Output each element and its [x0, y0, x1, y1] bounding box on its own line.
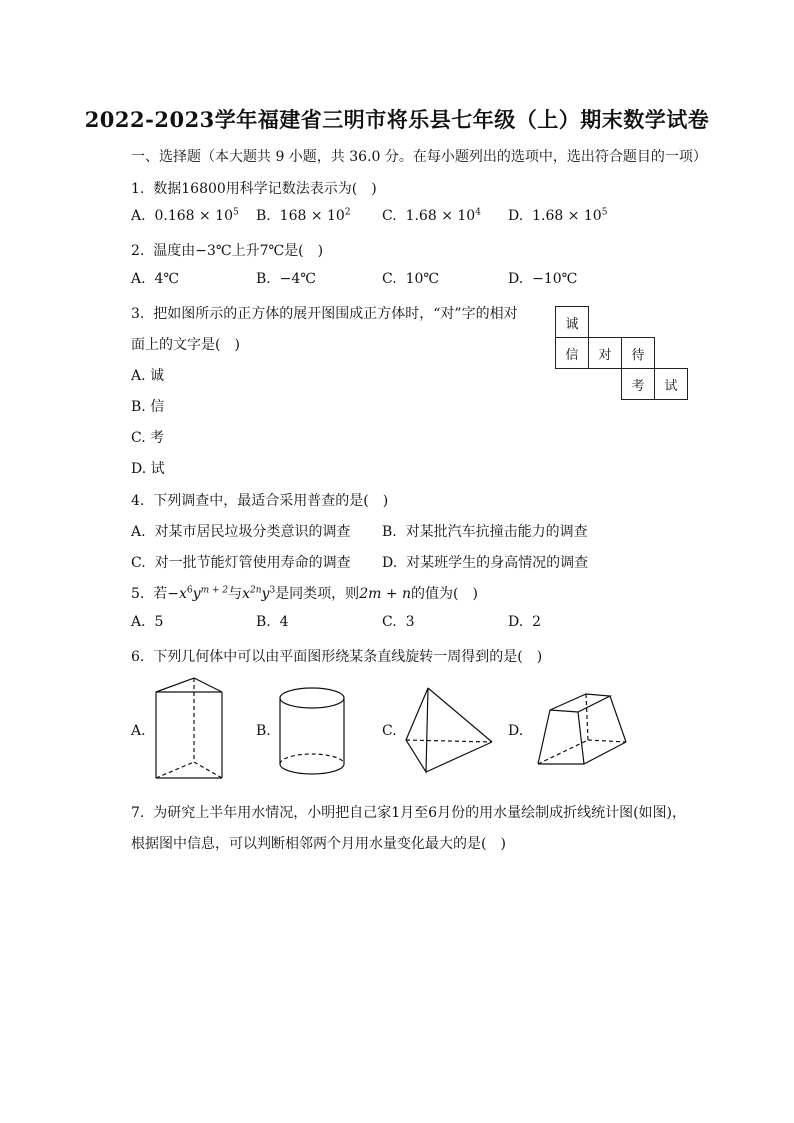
q4-option-d[interactable]: D. 对某班学生的身高情况的调查 — [382, 555, 589, 571]
page-title: 2022-2023学年福建省三明市将乐县七年级（上）期末数学试卷 — [84, 107, 710, 132]
question-4: 4. 下列调查中，最适合采用普查的是( ) — [131, 493, 389, 509]
q2-option-c[interactable]: C. 10℃ — [382, 271, 440, 287]
q3-option-b[interactable]: B. 信 — [131, 399, 165, 415]
q5-option-c[interactable]: C. 3 — [382, 614, 415, 630]
q1-option-d[interactable]: D. $1.68 \times 10^5$ — [508, 207, 608, 224]
net-cell: 试 — [655, 369, 688, 400]
question-3: 3. 把如图所示的正方体的展开图围成正方体时，“对”字的相对 — [131, 306, 518, 322]
question-6: 6. 下列几何体中可以由平面图形绕某条直线旋转一周得到的是( ) — [131, 649, 543, 665]
q4-option-b[interactable]: B. 对某批汽车抗撞击能力的调查 — [382, 524, 588, 540]
q6-option-a[interactable]: A. — [131, 723, 146, 739]
q6-option-d[interactable]: D. — [508, 723, 524, 739]
question-1: 1. 数据16800用科学记数法表示为( ) — [131, 181, 377, 197]
triangular-prism-figure — [150, 676, 230, 782]
q5-option-d[interactable]: D. 2 — [508, 614, 542, 630]
q2-option-b[interactable]: B. −4℃ — [256, 271, 316, 287]
q1-option-b[interactable]: B. $168 \times 10^2$ — [256, 207, 351, 224]
section-heading: 一、选择题（本大题共 9 小题，共 36.0 分。在每小题列出的选项中，选出符合题目的一项） — [131, 149, 707, 165]
q1-option-c[interactable]: C. $1.68 \times 10^4$ — [382, 207, 481, 224]
question-7: 7. 为研究上半年用水情况，小明把自己家1月至6月份的用水量绘制成折线统计图(如图)， — [131, 805, 687, 821]
q6-option-b[interactable]: B. — [256, 723, 271, 739]
net-cell: 信 — [556, 338, 589, 369]
q5-option-a[interactable]: A. 5 — [131, 614, 164, 630]
q4-option-a[interactable]: A. 对某市居民垃圾分类意识的调查 — [131, 524, 351, 540]
question-2: 2. 温度由−3℃上升7℃是( ) — [131, 243, 324, 259]
q6-option-c[interactable]: C. — [382, 723, 397, 739]
q3-option-d[interactable]: D. 试 — [131, 461, 165, 477]
net-cell: 待 — [622, 338, 655, 369]
q4-option-c[interactable]: C. 对一批节能灯管使用寿命的调查 — [131, 555, 351, 571]
q1-option-a[interactable]: A. $0.168 \times 10^5$ — [131, 207, 239, 224]
q5-option-b[interactable]: B. 4 — [256, 614, 289, 630]
question-5: 5. 若$-x^6y^{m + 2}$与$x^{2n}y^3$是同类项，则2m + n的值为( ) — [131, 585, 478, 602]
q2-option-d[interactable]: D. −10℃ — [508, 271, 578, 287]
cube-net-figure — [555, 306, 688, 400]
net-cell: 对 — [589, 338, 622, 369]
net-cell: 考 — [622, 369, 655, 400]
q3-option-c[interactable]: C. 考 — [131, 430, 165, 446]
q3-option-a[interactable]: A. 诚 — [131, 368, 165, 384]
tetrahedron-figure — [404, 684, 496, 776]
q2-option-a[interactable]: A. 4℃ — [131, 271, 180, 287]
net-cell: 诚 — [556, 307, 589, 338]
question-7-line2: 根据图中信息，可以判断相邻两个月用水量变化最大的是( ) — [131, 836, 506, 852]
frustum-figure — [530, 690, 630, 772]
cylinder-figure — [276, 686, 348, 778]
question-3-line2: 面上的文字是( ) — [131, 337, 240, 353]
